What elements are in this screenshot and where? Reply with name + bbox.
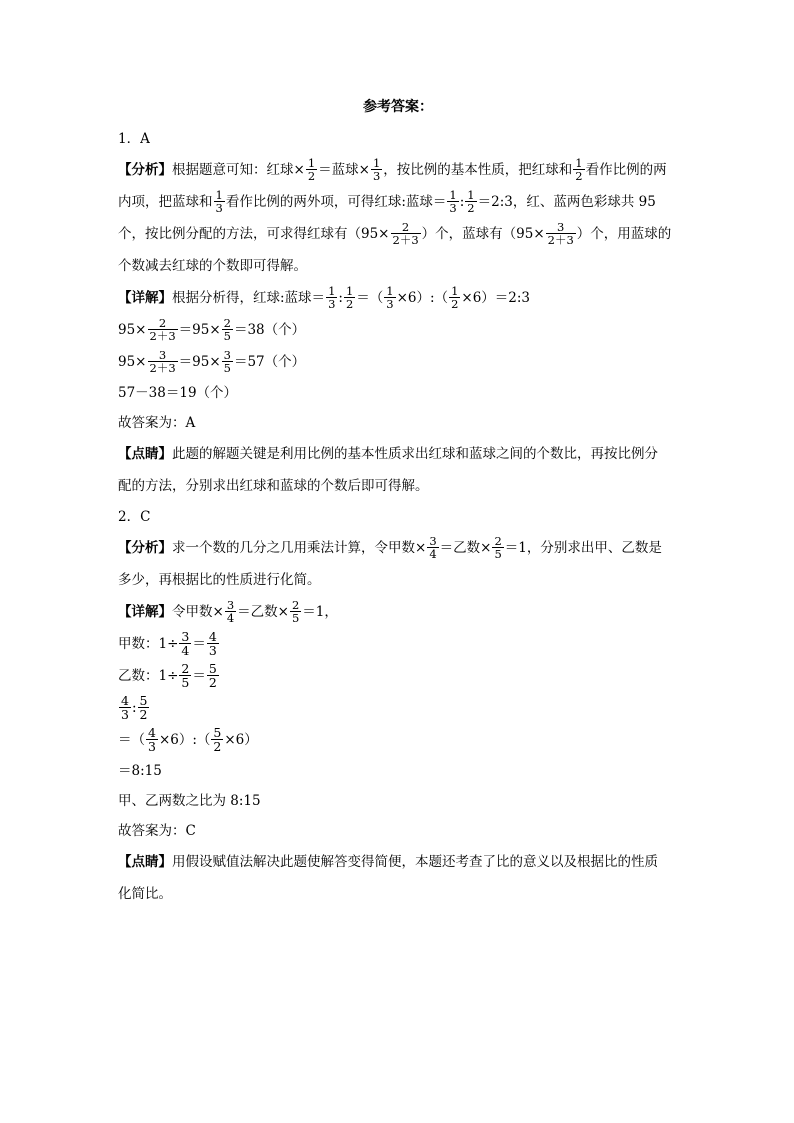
text: 用假设赋值法解决此题使解答变得简便，本题还考查了比的意义以及根据比的性质 [172,854,658,870]
text: 令甲数× [172,604,224,620]
text: 95× [118,322,147,338]
fraction-3-over-2plus3: $\frac{3}{2+3}$ [149,347,176,375]
colon: : [338,290,343,306]
fraction-1-3: $\frac{1}{3}$ [215,187,223,215]
page-title: 参考答案： [363,99,433,115]
fraction-3-over-2plus3: $\frac{3}{2+3}$ [547,219,574,247]
q1-answer: 故答案为：A [118,415,196,431]
fraction-2-5: $\frac{2}{5}$ [181,660,190,690]
q2-conclusion: 甲、乙两数之比为 8:15 [118,793,261,809]
text: 95× [118,354,147,370]
fraction-4-3: $\frac{4}{3}$ [121,692,129,722]
text: ×6） [224,732,258,748]
fraction-1-3: $\frac{1}{3}$ [328,283,336,311]
text: ＝蓝球× [318,162,370,178]
text: 乙数：1÷ [118,668,179,684]
fraction-5-2: $\frac{5}{2}$ [139,692,148,722]
text: 配的方法，分别求出红球和蓝球的个数后即可得解。 [118,478,429,494]
fraction-3-5: $\frac{3}{5}$ [223,347,231,375]
q2-yi [118,660,678,692]
q2-analysis [118,532,678,596]
q1-detail [118,282,678,314]
q2-step [118,724,678,756]
text: ＝ [192,636,206,652]
text: ×6）:（ [158,732,211,748]
detail-tag: 【详解】 [118,290,172,306]
text: ＝乙数× [439,540,492,556]
text: 看作比例的两外项，可得红球:蓝球＝ [225,194,447,210]
text: ＝ [192,668,206,684]
q2-answer: 故答案为：C [118,823,196,839]
text: ，按比例的基本性质，把红球和 [383,162,573,178]
colon: : [459,194,465,210]
text: ＝57（个） [233,354,306,370]
fraction-1-3: $\frac{1}{3}$ [372,155,381,183]
text: 化简比。 [118,886,172,902]
text: 看作比例的两 [585,162,667,178]
q2-comment [118,846,678,910]
fraction-5-2: $\frac{5}{2}$ [213,724,222,754]
q2-jia [118,628,678,660]
fraction-2-over-2plus3: $\frac{2}{2+3}$ [392,219,419,247]
fraction-2-over-2plus3: $\frac{2}{2+3}$ [149,315,176,343]
text: ＝1， [302,604,338,620]
fraction-1-2: $\frac{1}{2}$ [575,155,583,183]
text: ＝38（个） [233,322,306,338]
q2-result: ＝8:15 [118,763,162,779]
text: ）个，蓝球有（95× [421,226,545,242]
text: 内项，把蓝球和 [118,194,213,210]
text: ＝（ [118,732,145,748]
fraction-3-4: $\frac{3}{4}$ [429,533,437,561]
text: 多少，再根据比的性质进行化简。 [118,572,321,588]
q2-ratio [118,692,678,724]
fraction-1-3: $\frac{1}{3}$ [449,187,457,215]
text: 根据题意可知：红球× [172,162,305,178]
text: 求一个数的几分之几用乘法计算，令甲数× [172,540,427,556]
fraction-2-5: $\frac{2}{5}$ [291,597,300,625]
text: 个数减去红球的个数即可得解。 [118,258,307,274]
text: 根据分析得，红球:蓝球＝ [172,290,326,306]
q1-comment [118,438,678,502]
fraction-5-2: $\frac{5}{2}$ [208,660,217,690]
fraction-1-2: $\frac{1}{2}$ [451,283,459,311]
text: ＝2:3，红、蓝两色彩球共 95 [477,194,656,210]
q1-calc-diff: 57－38＝19（个） [118,385,238,401]
fraction-4-3: $\frac{4}{3}$ [208,628,217,658]
fraction-1-3: $\frac{1}{3}$ [386,283,394,311]
text: 个，按比例分配的方法，可求得红球有（95× [118,226,390,242]
q2-number: 2．C [118,509,151,525]
fraction-1-2: $\frac{1}{2}$ [467,187,475,215]
fraction-2-5: $\frac{2}{5}$ [223,315,231,343]
q1-analysis [118,154,678,282]
fraction-1-2: $\frac{1}{2}$ [307,155,316,183]
q1-calc-blue [118,346,678,378]
text: ×6）:（ [396,290,449,306]
text: ＝乙数× [237,604,289,620]
q1-number: 1．A [118,131,150,147]
analysis-tag: 【分析】 [118,540,172,556]
text: ＝1，分别求出甲、乙数是 [504,540,662,556]
text: ）个，用蓝球的 [576,226,672,242]
comment-tag: 【点睛】 [118,854,172,870]
answer-page [118,96,678,910]
fraction-2-5: $\frac{2}{5}$ [494,533,502,561]
fraction-3-4: $\frac{3}{4}$ [181,628,190,658]
detail-tag: 【详解】 [118,604,172,620]
text: 此题的解题关键是利用比例的基本性质求出红球和蓝球之间的个数比，再按比例分 [172,446,658,462]
text: 甲数：1÷ [118,636,179,652]
analysis-tag: 【分析】 [118,162,172,178]
fraction-1-2: $\frac{1}{2}$ [345,283,354,311]
colon: : [131,700,137,716]
q2-detail [118,596,678,628]
q1-calc-red [118,314,678,346]
comment-tag: 【点睛】 [118,446,172,462]
text: ＝95× [178,322,221,338]
text: ×6）＝2:3 [461,290,531,306]
text: ＝95× [178,354,221,370]
text: ＝（ [356,290,384,306]
fraction-3-4: $\frac{3}{4}$ [226,597,235,625]
fraction-4-3: $\frac{4}{3}$ [148,724,156,754]
